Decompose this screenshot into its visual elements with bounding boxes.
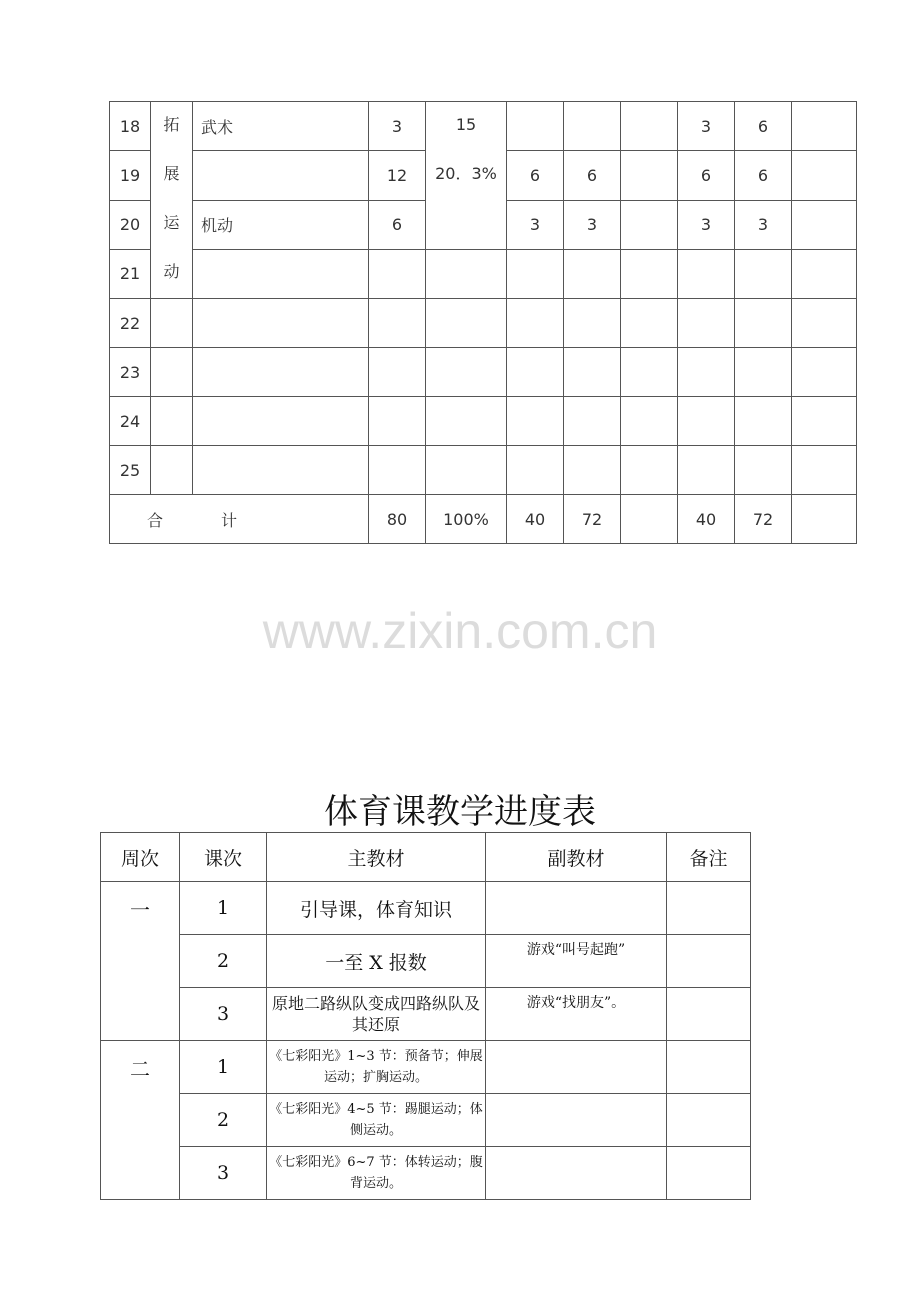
hours-cell: 3 [369, 102, 426, 151]
value-cell: 3 [678, 200, 735, 249]
value-cell [564, 348, 621, 397]
main-material: 《七彩阳光》4~5 节：踢腿运动；体侧运动。 [267, 1094, 486, 1147]
table-row [110, 102, 857, 151]
total-value [792, 495, 857, 544]
note-cell [667, 882, 751, 935]
value-cell [792, 249, 857, 298]
row-number: 22 [110, 299, 151, 348]
sub-material [486, 1094, 667, 1147]
value-cell [678, 348, 735, 397]
item-name [193, 446, 369, 495]
value-cell [792, 102, 857, 151]
value-cell [792, 299, 857, 348]
item-name: 机动 [193, 200, 369, 249]
percent-cell [426, 249, 507, 298]
row-number: 19 [110, 151, 151, 200]
lesson-number: 1 [180, 882, 267, 935]
value-cell [735, 446, 792, 495]
table-row [110, 299, 857, 348]
item-name [193, 249, 369, 298]
sub-material: 游戏“找朋友”。 [486, 988, 667, 1041]
note-cell [667, 1147, 751, 1200]
value-cell [564, 397, 621, 446]
header-main: 主教材 [267, 833, 486, 882]
item-name [193, 299, 369, 348]
page-title: 体育课教学进度表 [324, 792, 596, 832]
value-cell [564, 299, 621, 348]
value-cell [507, 102, 564, 151]
value-cell [735, 348, 792, 397]
teaching-hours-table [109, 101, 857, 544]
table-row [101, 1094, 751, 1147]
value-cell [564, 446, 621, 495]
value-cell [792, 200, 857, 249]
value-cell [507, 446, 564, 495]
category-char: 运 [163, 213, 180, 232]
total-label [110, 495, 369, 544]
hours-cell [369, 397, 426, 446]
value-cell [621, 102, 678, 151]
value-cell: 3 [507, 200, 564, 249]
category-char: 拓 [163, 115, 180, 134]
value-cell: 6 [507, 151, 564, 200]
percent-line: 15 [455, 115, 477, 134]
header-sub: 副教材 [486, 833, 667, 882]
item-name [193, 151, 369, 200]
item-name [193, 397, 369, 446]
value-cell [792, 397, 857, 446]
hours-cell [369, 446, 426, 495]
value-cell [564, 249, 621, 298]
header-note: 备注 [667, 833, 751, 882]
value-cell [621, 348, 678, 397]
total-row [110, 495, 857, 544]
percent-cell [426, 102, 507, 250]
table-row [110, 348, 857, 397]
value-cell [507, 348, 564, 397]
total-label-char: 计 [221, 510, 238, 530]
total-value: 40 [678, 495, 735, 544]
sub-material [486, 882, 667, 935]
note-cell [667, 1041, 751, 1094]
percent-cell [426, 446, 507, 495]
main-material: 引导课，体育知识 [267, 882, 486, 935]
percent-cell [426, 299, 507, 348]
table-row [110, 397, 857, 446]
value-cell [735, 299, 792, 348]
lesson-number: 1 [180, 1041, 267, 1094]
table-row [110, 446, 857, 495]
lesson-number: 3 [180, 988, 267, 1041]
category-cell [151, 348, 193, 397]
hours-cell [369, 348, 426, 397]
note-cell [667, 988, 751, 1041]
main-material: 《七彩阳光》1~3 节：预备节；伸展运动；扩胸运动。 [267, 1041, 486, 1094]
table-row [101, 1041, 751, 1094]
item-name [193, 348, 369, 397]
value-cell [564, 102, 621, 151]
week-cell: 一 [101, 882, 180, 1041]
total-value: 72 [564, 495, 621, 544]
sub-material [486, 1041, 667, 1094]
row-number: 23 [110, 348, 151, 397]
value-cell [621, 446, 678, 495]
value-cell [792, 348, 857, 397]
header-row [101, 833, 751, 882]
row-number: 21 [110, 249, 151, 298]
week-cell: 二 [101, 1041, 180, 1200]
note-cell [667, 1094, 751, 1147]
lesson-number: 2 [180, 935, 267, 988]
value-cell [621, 200, 678, 249]
total-value: 40 [507, 495, 564, 544]
main-material: 一至 X 报数 [267, 935, 486, 988]
hours-cell [369, 299, 426, 348]
schedule-table [100, 832, 751, 1200]
value-cell [621, 397, 678, 446]
value-cell: 6 [564, 151, 621, 200]
row-number: 18 [110, 102, 151, 151]
percent-cell [426, 397, 507, 446]
hours-cell: 12 [369, 151, 426, 200]
value-cell [678, 397, 735, 446]
value-cell [735, 249, 792, 298]
table-row [101, 935, 751, 988]
value-cell: 3 [735, 200, 792, 249]
header-lesson: 课次 [180, 833, 267, 882]
table-row [101, 988, 751, 1041]
value-cell [507, 299, 564, 348]
value-cell [621, 249, 678, 298]
total-label-char: 合 [147, 510, 164, 530]
row-number: 20 [110, 200, 151, 249]
value-cell [621, 299, 678, 348]
sub-material: 游戏“叫号起跑” [486, 935, 667, 988]
value-cell [678, 446, 735, 495]
value-cell [792, 151, 857, 200]
lesson-number: 3 [180, 1147, 267, 1200]
category-char: 动 [163, 262, 180, 281]
header-week: 周次 [101, 833, 180, 882]
hours-cell [369, 249, 426, 298]
item-name: 武术 [193, 102, 369, 151]
row-number: 25 [110, 446, 151, 495]
category-char: 展 [163, 164, 180, 183]
watermark: www.zixin.com.cn [262, 603, 658, 659]
value-cell: 6 [735, 151, 792, 200]
value-cell [507, 397, 564, 446]
table-row [110, 249, 857, 298]
total-value: 72 [735, 495, 792, 544]
total-hours: 80 [369, 495, 426, 544]
category-cell [151, 446, 193, 495]
value-cell [507, 249, 564, 298]
percent-line: 20．3% [435, 164, 497, 183]
lesson-number: 2 [180, 1094, 267, 1147]
value-cell: 6 [678, 151, 735, 200]
value-cell [621, 151, 678, 200]
category-cell [151, 397, 193, 446]
category-cell [151, 102, 193, 299]
value-cell [792, 446, 857, 495]
main-material: 《七彩阳光》6~7 节：体转运动；腹背运动。 [267, 1147, 486, 1200]
note-cell [667, 935, 751, 988]
category-cell [151, 299, 193, 348]
row-number: 24 [110, 397, 151, 446]
value-cell: 3 [678, 102, 735, 151]
table-row [101, 1147, 751, 1200]
percent-cell [426, 348, 507, 397]
value-cell: 6 [735, 102, 792, 151]
value-cell [678, 299, 735, 348]
value-cell: 3 [564, 200, 621, 249]
value-cell [678, 249, 735, 298]
total-value [621, 495, 678, 544]
total-percent: 100% [426, 495, 507, 544]
value-cell [735, 397, 792, 446]
table-row [101, 882, 751, 935]
hours-cell: 6 [369, 200, 426, 249]
sub-material [486, 1147, 667, 1200]
main-material: 原地二路纵队变成四路纵队及其还原 [267, 988, 486, 1041]
